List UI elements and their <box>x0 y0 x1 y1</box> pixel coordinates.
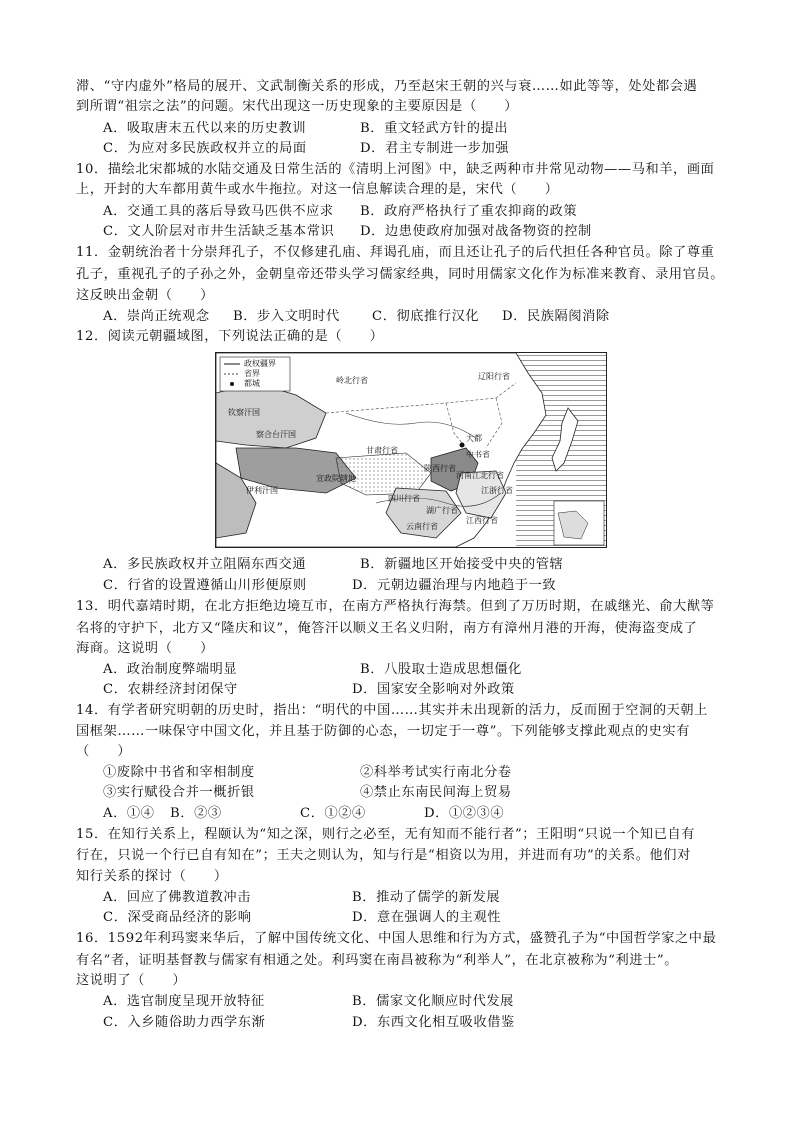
q10-option-d[interactable]: D．边患使政府加强对战备物资的控制 <box>360 224 592 239</box>
map-region-label: 辽阳行省 <box>478 372 510 381</box>
q14-option-a[interactable]: A．①④ <box>103 806 155 821</box>
q11-stem-line-3: 这反映出金朝（ ） <box>76 288 214 303</box>
map-legend-label: 都城 <box>244 379 260 388</box>
q15-stem-line-3: 知行关系的探讨（ ） <box>76 869 228 884</box>
q14-stem-line-2: 国框架……一味保守中国文化，并且基于防御的心态，一切定于一尊”。下列能够支撑此观点的史实有 <box>76 724 690 739</box>
map-region-label: 钦察汗国 <box>228 408 260 417</box>
q16-option-b[interactable]: B．儒家文化顺应时代发展 <box>352 994 514 1009</box>
q14-option-d[interactable]: D．①②③④ <box>424 806 505 821</box>
q13-option-c[interactable]: C．农耕经济封闭保守 <box>103 682 238 697</box>
map-region-label: 陕西行省 <box>424 464 456 473</box>
q13-stem-line-1: 13．明代嘉靖时期，在北方拒绝边境互市，在南方严格执行海禁。但到了万历时期，在戚继光、俞大猷等 <box>76 599 715 614</box>
q10-option-a[interactable]: A．交通工具的落后导致马匹供不应求 <box>103 204 334 219</box>
q15-option-d[interactable]: D．意在强调人的主观性 <box>352 910 502 925</box>
q16-stem-line-3: 这说明了（ ） <box>76 973 187 988</box>
q16-option-a[interactable]: A．选官制度呈现开放特征 <box>103 994 265 1009</box>
q12-option-d[interactable]: D．元朝边疆治理与内地趋于一致 <box>352 578 557 593</box>
q10-stem-line-2: 上，开封的大车都用黄牛或水牛拖拉。对这一信息解读合理的是，宋代（ ） <box>76 182 559 197</box>
q14-item-3: ③实行赋役合并一概折银 <box>103 785 255 800</box>
q12-option-b[interactable]: B．新疆地区开始接受中央的管辖 <box>360 557 564 572</box>
q13-option-a[interactable]: A．政治制度弊端明显 <box>103 662 238 677</box>
q15-stem-line-2: 行在，只说一个行已自有知在”；王夫之则认为，知与行是“相资以为用，并进而有功”的关系。他们对 <box>76 848 691 863</box>
q13-stem-line-2: 名将的守护下，北方又“隆庆和议”，俺答汗以顺义王名义归附，南方有漳州月港的开海，使海盗变成了 <box>76 621 698 636</box>
q10-stem-line-1: 10．描绘北宋都城的水陆交通及日常生活的《清明上河图》中，缺乏两种市井常见动物——马和羊，画面 <box>76 162 715 177</box>
q12-option-c[interactable]: C．行省的设置遵循山川形便原则 <box>103 578 307 593</box>
q10-option-c[interactable]: C．文人阶层对市井生活缺乏基本常识 <box>103 224 335 239</box>
yuan-dynasty-territory-map <box>215 352 607 548</box>
map-region-label: 河南江北行省 <box>456 471 504 480</box>
q13-stem-line-3: 海商。这说明（ ） <box>76 641 214 656</box>
q16-stem-line-1: 16．1592年利玛窦来华后，了解中国传统文化、中国人思维和行为方式，盛赞孔子为“中国哲学家之中最 <box>76 931 717 946</box>
q12-stem: 12．阅读元朝疆域图，下列说法正确的是（ ） <box>76 329 384 344</box>
map-region-label: 湖广行省 <box>426 506 458 515</box>
q11-option-a[interactable]: A．崇尚正统观念 <box>103 309 210 324</box>
q12-option-a[interactable]: A．多民族政权并立阻隔东西交通 <box>103 557 307 572</box>
q16-option-d[interactable]: D．东西文化相互吸收借鉴 <box>352 1015 515 1030</box>
q13-option-b[interactable]: B．八股取士造成思想僵化 <box>360 662 522 677</box>
q14-option-b[interactable]: B．②③ <box>170 806 222 821</box>
q14-stem-line-3: （ ） <box>76 744 132 759</box>
q14-item-4: ④禁止东南民间海上贸易 <box>360 785 512 800</box>
map-region-label: 云南行省 <box>406 522 438 531</box>
q9-option-a[interactable]: A．吸取唐末五代以来的历史教训 <box>103 121 307 136</box>
q15-option-a[interactable]: A．回应了佛教道教冲击 <box>103 890 251 905</box>
q10-option-b[interactable]: B．政府严格执行了重农抑商的政策 <box>360 204 578 219</box>
map-region-label: 甘肃行省 <box>366 446 398 455</box>
map-region-label: 中书省 <box>466 450 490 459</box>
q11-option-d[interactable]: D．民族隔阂消除 <box>502 309 610 324</box>
q11-stem-line-2: 孔子，重视孔子的子孙之外，金朝皇帝还带头学习儒家经典，同时用儒家文化作为标准来教育、录用官员。 <box>76 267 725 282</box>
map-region-label: 四川行省 <box>388 494 420 503</box>
q9-option-b[interactable]: B．重文轻武方针的提出 <box>360 121 509 136</box>
map-legend-label: 省界 <box>244 369 260 378</box>
map-region-label: 岭北行省 <box>336 376 368 385</box>
q9-stem-line-1: 滞、“守内虚外”格局的展开、文武制衡关系的形成，乃至赵宋王朝的兴与衰……如此等等，处处都会遇 <box>76 79 698 94</box>
q15-option-c[interactable]: C．深受商品经济的影响 <box>103 910 252 925</box>
q14-item-2: ②科举考试实行南北分卷 <box>360 765 512 780</box>
q11-stem-line-1: 11．金朝统治者十分崇拜孔子，不仅修建孔庙、拜谒孔庙，而且还让孔子的后代担任各种官员。除了尊重 <box>76 245 715 260</box>
q14-item-1: ①废除中书省和宰相制度 <box>103 765 255 780</box>
q9-option-d[interactable]: D．君主专制进一步加强 <box>360 141 510 156</box>
map-region-label: 宣政院辖地 <box>316 474 356 483</box>
q15-stem-line-1: 15．在知行关系上，程颐认为“知之深，则行之必至，无有知而不能行者”；王阳明“只说一个知已自有 <box>76 827 696 842</box>
q11-option-c[interactable]: C．彻底推行汉化 <box>372 309 480 324</box>
q14-stem-line-1: 14．有学者研究明朝的历史时，指出：“明代的中国……其实并未出现新的活力，反而囿于空洞的天朝上 <box>76 703 708 718</box>
q13-option-d[interactable]: D．国家安全影响对外政策 <box>352 682 515 697</box>
map-region-label: 江西行省 <box>466 516 498 525</box>
q16-stem-line-2: 有名”者，证明基督教与儒家有相通之处。利玛窦在南昌被称为“利举人”，在北京被称为“利进士”。 <box>76 953 678 968</box>
q9-option-c[interactable]: C．为应对多民族政权并立的局面 <box>103 141 307 156</box>
q15-option-b[interactable]: B．推动了儒学的新发展 <box>352 890 501 905</box>
map-region-label: 江浙行省 <box>481 486 513 495</box>
q16-option-c[interactable]: C．入乡随俗助力西学东渐 <box>103 1015 266 1030</box>
q9-stem-line-2: 到所谓“祖宗之法”的问题。宋代出现这一历史现象的主要原因是（ ） <box>76 99 519 114</box>
q11-option-b[interactable]: B．步入文明时代 <box>233 309 340 324</box>
map-region-label: 察合台汗国 <box>256 430 296 439</box>
map-region-label: 伊利汗国 <box>246 486 278 495</box>
map-legend-label: 政权疆界 <box>244 359 276 368</box>
q14-option-c[interactable]: C．①②④ <box>300 806 366 821</box>
map-region-label: 大都 <box>466 434 482 443</box>
